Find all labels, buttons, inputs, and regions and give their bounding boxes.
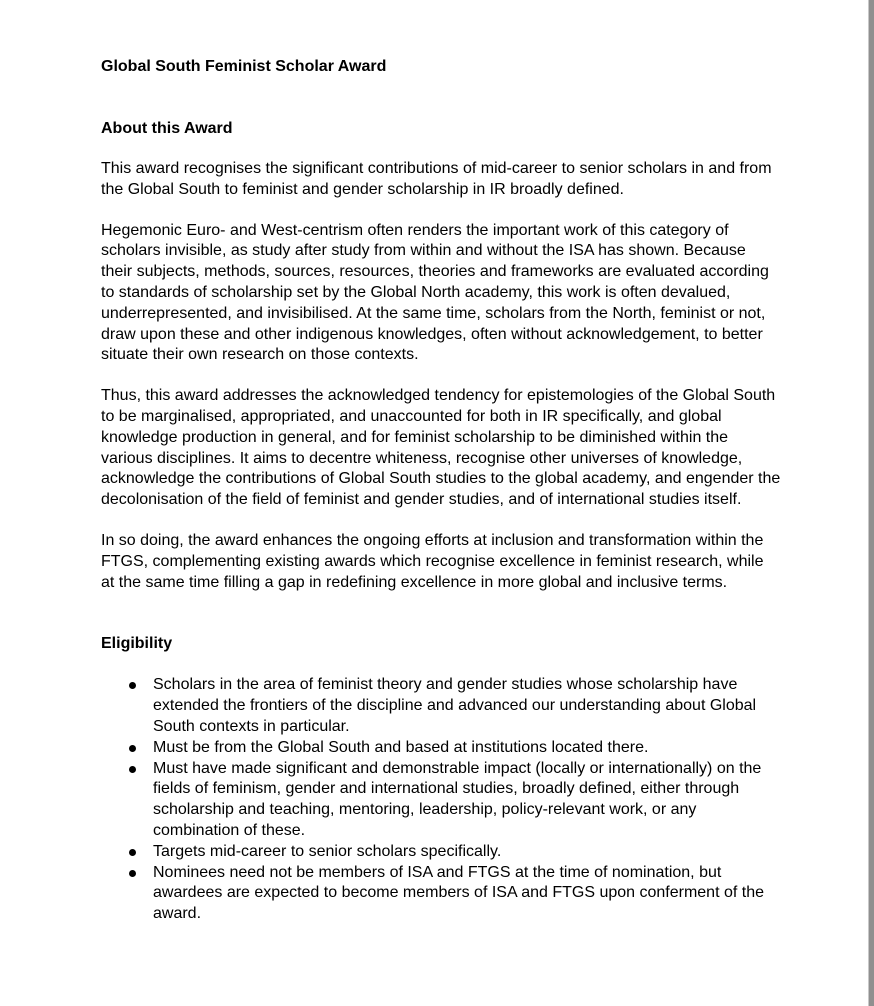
paragraph-in-so-doing: In so doing, the award enhances the ongoing efforts at inclusion and transformation within the FTGS, complementing existing awards which recognise excellence in feminist research, while at the same time filling a gap in redefining excellence in more global and inclusive terms. <box>101 531 764 591</box>
list-item-text: Must be from the Global South and based at institutions located there. <box>153 738 649 756</box>
list-item-text: Must have made significant and demonstrable impact (locally or internationally) on the fields of feminism, gender and international studies, broadly defined, either through scholarship and teaching, mentoring, leadership, policy-relevant work, or any combination of these. <box>153 759 762 839</box>
bullet-icon <box>129 849 136 856</box>
eligibility-list <box>101 675 781 925</box>
about-heading: About this Award <box>101 120 233 137</box>
list-item <box>101 675 781 737</box>
paragraph-thus: Thus, this award addresses the acknowledged tendency for epistemologies of the Global South to be marginalised, appropriated, and unaccounted for both in IR specifically, and global knowledge production in general, and for feminist scholarship to be diminished within the various disciplines. It aims to decentre whiteness, recognise other universes of knowledge, acknowledge the contributions of Global South studies to the global academy, and engender the decolonisation of the field of feminist and gender studies, and of international studies itself. <box>101 387 781 509</box>
document-title: Global South Feminist Scholar Award <box>101 58 387 75</box>
list-item-text: Nominees need not be members of ISA and FTGS at the time of nomination, but awardees are expected to become members of ISA and FTGS upon conferment of the award. <box>153 863 764 923</box>
scrollbar[interactable] <box>868 0 874 1006</box>
bullet-icon <box>129 766 136 773</box>
paragraph-intro: This award recognises the significant contributions of mid-career to senior scholars in and from the Global South to feminist and gender scholarship in IR broadly defined. <box>101 160 772 198</box>
eligibility-heading: Eligibility <box>101 635 173 653</box>
document-body <box>101 56 781 925</box>
list-item <box>101 863 781 925</box>
list-item-text: Scholars in the area of feminist theory and gender studies whose scholarship have extended the frontiers of the discipline and advanced our understanding about Global South contexts in particular. <box>153 676 757 735</box>
paragraph-hegemonic: Hegemonic Euro- and West-centrism often renders the important work of this category of scholars invisible, as study after study from within and without the ISA has shown. Because their subjects, methods, sources, resources, theories and frameworks are evaluated according to standards of scholarship set by the Global North academy, this work is often devalued, underrepresented, and invisibilised. At the same time, scholars from the North, feminist or not, draw upon these and other indigenous knowledges, often without acknowledgement, to better situate their own research on those contexts. <box>101 221 769 364</box>
bullet-icon <box>129 870 136 877</box>
list-item <box>101 759 781 842</box>
list-item <box>101 738 781 759</box>
list-item <box>101 842 781 863</box>
bullet-icon <box>129 745 136 752</box>
bullet-icon <box>129 682 136 689</box>
list-item-text: Targets mid-career to senior scholars specifically. <box>153 842 502 860</box>
